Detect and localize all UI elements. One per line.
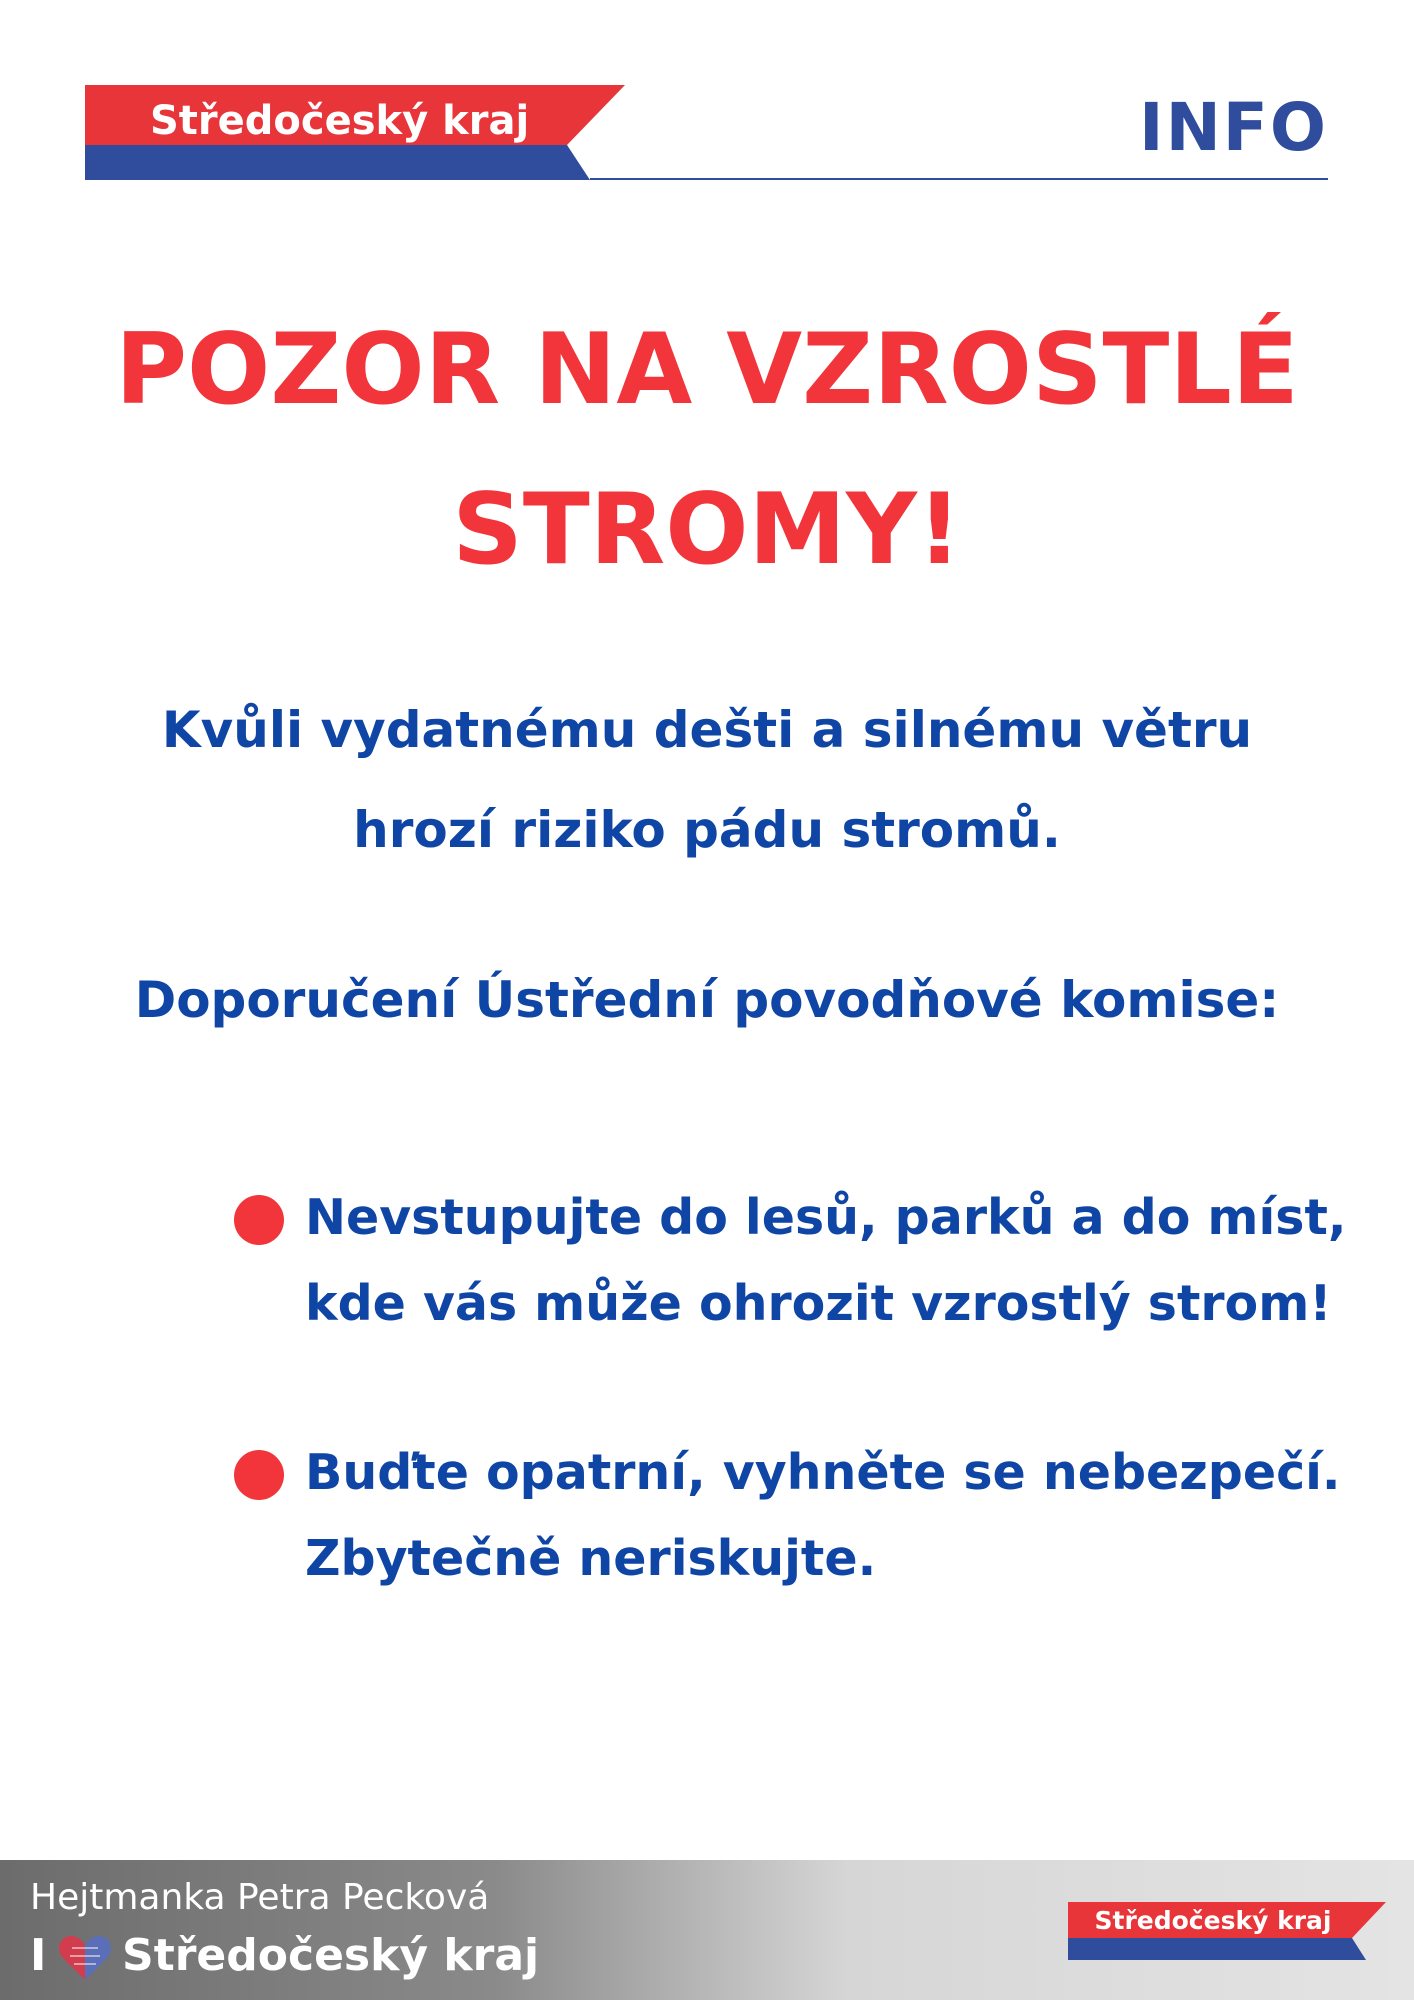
recommendation-item [230, 1430, 1341, 1610]
recommendation-text [305, 1175, 1347, 1347]
recommendation-text [305, 1430, 1341, 1602]
recommendation-line-1: Buďte opatrní, vyhněte se nebezpečí. [305, 1444, 1341, 1501]
footer-logo-text: Středočeský kraj [1094, 1906, 1332, 1935]
heart-icon [58, 1934, 112, 1982]
recommendation-item [230, 1175, 1347, 1355]
intro-line-2: hrozí riziko pádu stromů. [353, 801, 1061, 859]
bullet-dot-icon [234, 1450, 284, 1500]
recommendation-heading: Doporučení Ústřední povodňové komise: [134, 971, 1280, 1029]
footer-region-name: Středočeský kraj [122, 1930, 540, 1981]
brand-banner [85, 85, 625, 180]
page-title-line-1: POZOR NA VZROSTLÉ [115, 313, 1299, 427]
footer-logo [1068, 1902, 1386, 1960]
intro-text [60, 680, 1354, 880]
governor-name: Hejtmanka Petra Pecková [30, 1877, 490, 1918]
recommendation-line-1: Nevstupujte do lesů, parků a do míst, [305, 1189, 1347, 1246]
recommendation-line-2: Zbytečně neriskujte. [305, 1530, 877, 1587]
page-title-line-2: STROMY! [452, 473, 962, 587]
header-divider [590, 178, 1328, 180]
love-prefix: I [30, 1930, 47, 1981]
info-label: INFO [1139, 89, 1328, 166]
intro-line-1: Kvůli vydatnému dešti a silnému větru [161, 701, 1253, 759]
footer [0, 1860, 1414, 2000]
page-title [60, 290, 1354, 610]
brand-name: Středočeský kraj [150, 98, 530, 144]
recommendation-line-2: kde vás může ohrozit vzrostlý strom! [305, 1275, 1332, 1332]
bullet-dot-icon [234, 1195, 284, 1245]
